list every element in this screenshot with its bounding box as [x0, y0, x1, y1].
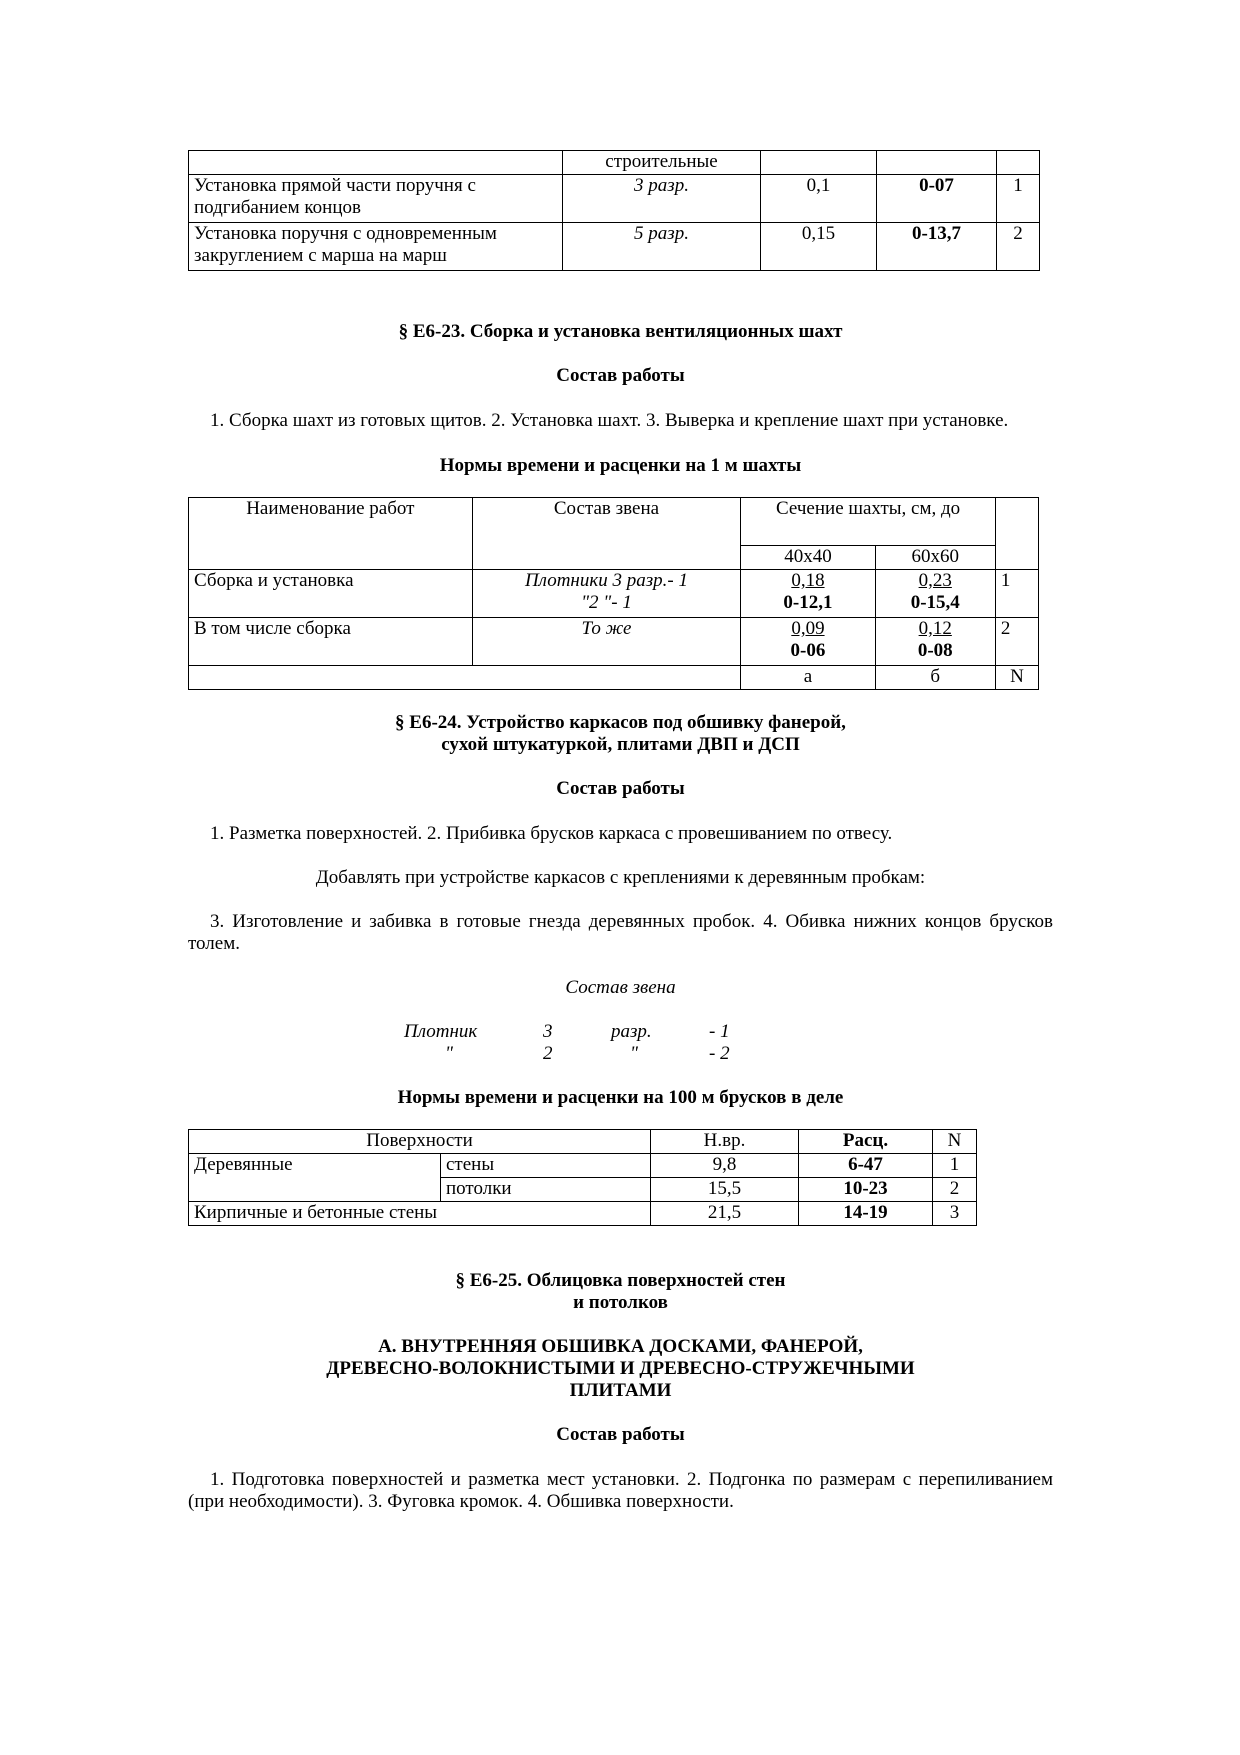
crew-line: Плотники 3 разр.- 1: [524, 570, 688, 591]
additional-work-note: Добавлять при устройстве каркасов с креплениями к деревянным пробкам:: [315, 867, 926, 888]
value-cell: [741, 618, 875, 666]
column-header-size: 60х60: [875, 546, 995, 570]
column-index-cell: а: [741, 666, 875, 690]
handrail-norms-table: [188, 150, 1040, 271]
work-name-cell: В том числе сборка: [189, 618, 473, 666]
column-header-number: N: [933, 1130, 977, 1154]
crew-grade: 3: [543, 1021, 553, 1042]
subsection-title-line: ДРЕВЕСНО-ВОЛОКНИСТЫМИ И ДРЕВЕСНО-СТРУЖЕЧНЫМИ: [326, 1358, 915, 1379]
surface-cell: Деревянные: [189, 1154, 441, 1202]
work-composition-text: 1. Разметка поверхностей. 2. Прибивка брусков каркаса с провешиванием по отвесу.: [210, 823, 893, 844]
work-composition-heading: Состав работы: [556, 778, 685, 799]
norm-cell: 0,15: [761, 223, 877, 271]
surface-cell: Кирпичные и бетонные стены: [189, 1202, 651, 1226]
rate-value: 0-08: [917, 640, 953, 661]
crew-cell: [472, 618, 741, 666]
norm-cell: 0,1: [761, 175, 877, 223]
table-footer-row: [189, 666, 1039, 690]
table-row: [189, 570, 1039, 618]
column-header-surface: Поверхности: [189, 1130, 651, 1154]
row-number-cell: 1: [933, 1154, 977, 1178]
rate-cell: 10-23: [799, 1178, 933, 1202]
crew-list: [188, 1021, 1053, 1065]
work-composition-text: 3. Изготовление и забивка в готовые гнезда деревянных пробок. 4. Обивка нижних концов брусков толем.: [188, 911, 1053, 954]
rate-cell: 0-07: [877, 175, 997, 223]
table-row: [189, 175, 1040, 223]
document-page: [188, 150, 1053, 1513]
crew-role: ": [445, 1043, 453, 1064]
row-number-cell: 3: [933, 1202, 977, 1226]
norms-heading: Нормы времени и расценки на 1 м шахты: [439, 455, 802, 476]
section-title-line: § Е6-24. Устройство каркасов под обшивку фанерой,: [395, 712, 846, 733]
crew-line: "2 "- 1: [581, 592, 632, 613]
crew-grade: 2: [543, 1043, 553, 1064]
section-title-line: сухой штукатуркой, плитами ДВП и ДСП: [441, 734, 800, 755]
work-composition-text: 1. Сборка шахт из готовых щитов. 2. Установка шахт. 3. Выверка и крепление шахт при установке.: [210, 410, 1009, 431]
work-name-cell: Установка прямой части поручня с подгибанием концов: [189, 175, 563, 223]
row-number-cell: 2: [997, 223, 1040, 271]
crew-count: - 2: [709, 1043, 730, 1064]
norm-cell: 9,8: [651, 1154, 799, 1178]
crew-count: - 1: [709, 1021, 730, 1042]
table-cell: [189, 666, 741, 690]
table-cell: [877, 151, 997, 175]
crew-role: Плотник: [404, 1021, 478, 1042]
norm-value: 0,09: [791, 618, 825, 639]
table-row: [189, 1154, 977, 1178]
crew-heading: Состав звена: [565, 977, 676, 998]
sub-surface-cell: стены: [441, 1154, 651, 1178]
subsection-title: [188, 1336, 1053, 1402]
rate-cell: 0-13,7: [877, 223, 997, 271]
work-composition-heading: Состав работы: [556, 365, 685, 386]
norms-heading: Нормы времени и расценки на 100 м брусков в деле: [397, 1087, 844, 1108]
rate-value: 0-06: [790, 640, 826, 661]
work-composition-text: 1. Подготовка поверхностей и разметка мест установки. 2. Подгонка по размерам с перепиливанием (при необходимости). 3. Фуговка кромок. 4. Обшивка поверхности.: [188, 1469, 1053, 1512]
norm-cell: 21,5: [651, 1202, 799, 1226]
column-header-crew: Состав звена: [472, 498, 741, 570]
value-cell: [741, 570, 875, 618]
value-cell: [875, 618, 995, 666]
column-header-size: 40х40: [741, 546, 875, 570]
work-name-cell: Установка поручня с одновременным закруглением с марша на марш: [189, 223, 563, 271]
row-number-cell: 2: [995, 618, 1038, 666]
table-row: [189, 223, 1040, 271]
column-header-work-name: Наименование работ: [189, 498, 473, 570]
row-number-cell: 1: [997, 175, 1040, 223]
table-row: [189, 1202, 977, 1226]
table-cell: [995, 498, 1038, 570]
section-title-line: § Е6-25. Облицовка поверхностей стен: [455, 1270, 786, 1291]
rate-cell: 14-19: [799, 1202, 933, 1226]
section-title-line: и потолков: [573, 1292, 668, 1313]
work-composition-heading: Состав работы: [556, 1424, 685, 1445]
work-name-cell: Сборка и установка: [189, 570, 473, 618]
row-number-cell: 2: [933, 1178, 977, 1202]
norm-value: 0,23: [918, 570, 952, 591]
rate-cell: 6-47: [799, 1154, 933, 1178]
value-cell: [875, 570, 995, 618]
crew-cell: 5 разр.: [563, 223, 761, 271]
crew-unit: разр.: [611, 1021, 652, 1042]
table-row: [189, 618, 1039, 666]
crew-unit: ": [630, 1043, 638, 1064]
column-index-cell: N: [995, 666, 1038, 690]
norm-value: 0,12: [918, 618, 952, 639]
subsection-title-line: ПЛИТАМИ: [569, 1380, 672, 1401]
table-cell: [189, 151, 563, 175]
rate-value: 0-15,4: [910, 592, 960, 613]
sub-surface-cell: потолки: [441, 1178, 651, 1202]
section-title-e6-24: [188, 712, 1053, 756]
shaft-norms-table: [188, 497, 1039, 690]
crew-line: То же: [581, 618, 632, 639]
section-title-e6-23: § Е6-23. Сборка и установка вентиляционных шахт: [398, 321, 843, 342]
row-number-cell: 1: [995, 570, 1038, 618]
norm-cell: 15,5: [651, 1178, 799, 1202]
column-header-rate: Расц.: [799, 1130, 933, 1154]
frame-norms-table: [188, 1129, 977, 1226]
table-cell: [761, 151, 877, 175]
column-index-cell: б: [875, 666, 995, 690]
rate-value: 0-12,1: [783, 592, 833, 613]
subsection-title-line: А. ВНУТРЕННЯЯ ОБШИВКА ДОСКАМИ, ФАНЕРОЙ,: [378, 1336, 863, 1357]
column-header-section: Сечение шахты, см, до: [741, 498, 996, 546]
norm-value: 0,18: [791, 570, 825, 591]
crew-cell: 3 разр.: [563, 175, 761, 223]
table-header-cell: строительные: [563, 151, 761, 175]
section-title-e6-25: [188, 1270, 1053, 1314]
column-header-norm: Н.вр.: [651, 1130, 799, 1154]
table-cell: [997, 151, 1040, 175]
crew-cell: [472, 570, 741, 618]
